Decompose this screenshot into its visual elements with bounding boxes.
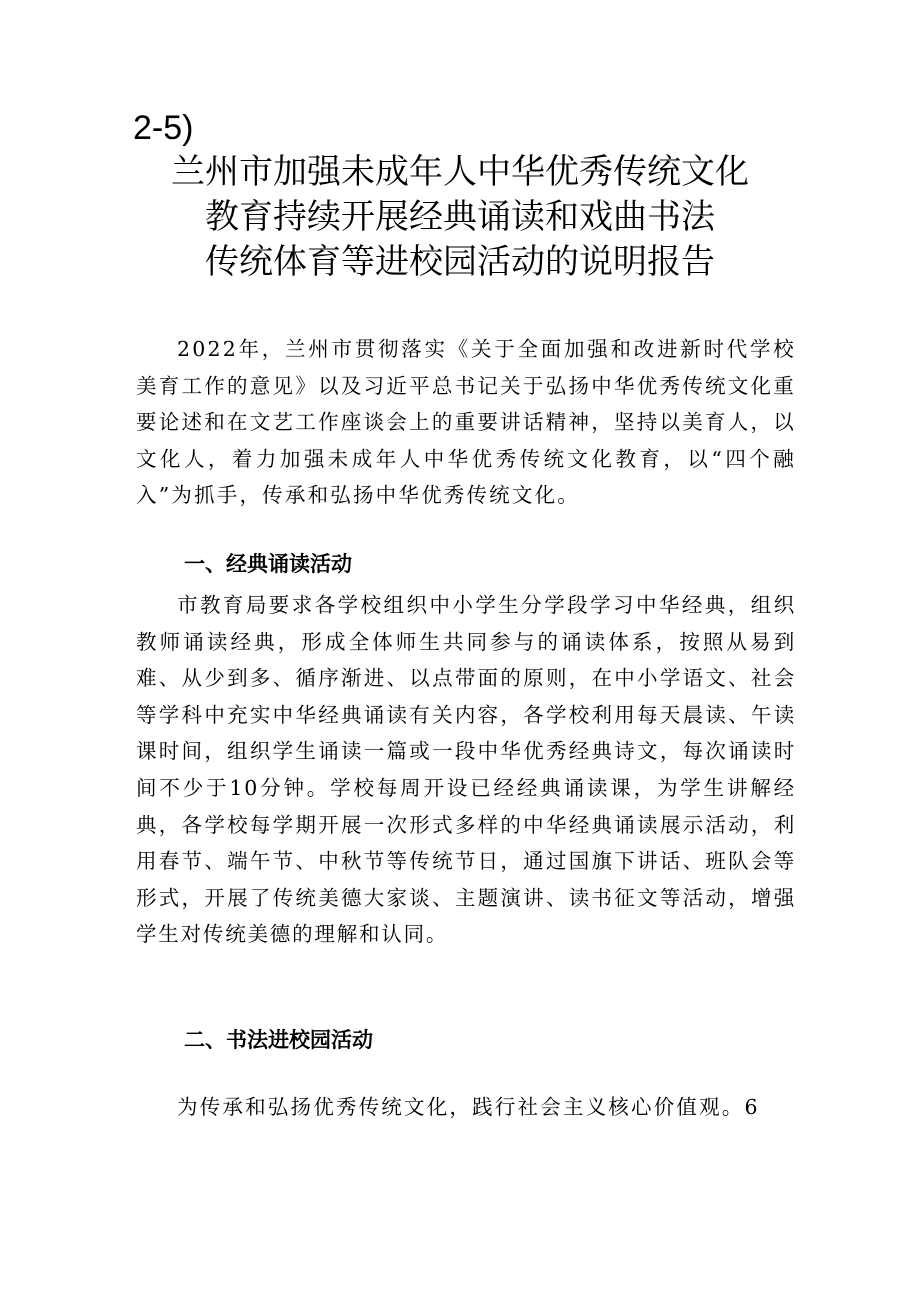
document-title — [120, 150, 800, 285]
section-heading-classic-reading: 一、经典诵读活动 — [184, 552, 352, 576]
title-line-2: 教育持续开展经典诵读和戏曲书法 — [205, 197, 715, 237]
section-paragraph-calligraphy: 为传承和弘扬优秀传统文化，践行社会主义核心价值观。6 — [177, 1095, 760, 1119]
title-line-3: 传统体育等进校园活动的说明报告 — [205, 242, 715, 282]
section-heading-calligraphy: 二、书法进校园活动 — [184, 1028, 373, 1052]
title-line-1: 兰州市加强未成年人中华优秀传统文化 — [171, 152, 749, 192]
document-reference-number: 2-5) — [133, 109, 194, 147]
section-paragraph-classic-reading: 市教育局要求各学校组织中小学生分学段学习中华经典，组织教师诵读经典，形成全体师生共同参与的诵读体系，按照从易到难、从少到多、循序渐进、以点带面的原则，在中小学语文、社会等学科中充实中华经典诵读有关内容，各学校利用每天晨读、午读课时间，组织学生诵读一篇或一段中华优秀经典诗文，每次诵读时间不少于10分钟。学校每周开设已经经典诵读课，为学生讲解经典，各学校每学期开展一次形式多样的中华经典诵读展示活动，利用春节、端午节、中秋节等传统节日，通过国旗下讲话、班队会等形式，开展了传统美德大家谈、主题演讲、读书征文等活动，增强学生对传统美德的理解和认同。 — [136, 593, 796, 947]
intro-paragraph: 2022年，兰州市贯彻落实《关于全面加强和改进新时代学校美育工作的意见》以及习近平总书记关于弘扬中华优秀传统文化重要论述和在文艺工作座谈会上的重要讲话精神，坚持以美育人，以文化人，着力加强未成年人中华优秀传统文化教育，以“四个融入”为抓手，传承和弘扬中华优秀传统文化。 — [136, 337, 796, 508]
